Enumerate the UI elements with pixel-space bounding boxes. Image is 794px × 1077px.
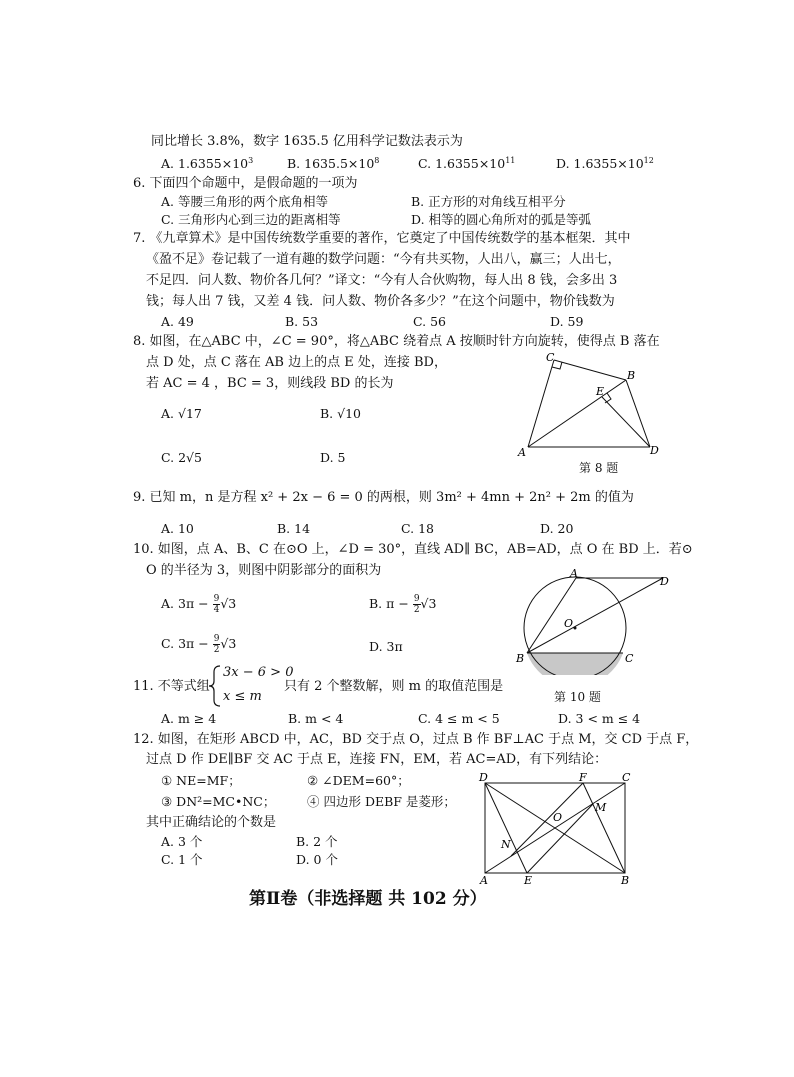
q7-line-3: 不足四．问人数、物价各几何？”译文：“今有人合伙购物，每人出 8 钱，会多出 3: [146, 273, 618, 288]
q11-option-c: C. 4 ≤ m < 5: [418, 711, 500, 726]
q12-conclusion-4: ④ 四边形 DEBF 是菱形；: [307, 794, 456, 809]
q5-option-c: C. $1.6355\times 10^{11}$: [418, 155, 516, 171]
q11-option-b: B. m < 4: [288, 711, 344, 726]
q8-line-3: 若 AC = 4 ，BC = 3，则线段 BD 的长为: [146, 376, 394, 391]
q8-line-2: 点 D 处，点 C 落在 AB 边上的点 E 处，连接 BD，: [146, 355, 447, 370]
shaded-segment: [527, 653, 623, 675]
q12-option-a: A. 3 个: [161, 834, 203, 849]
label-f: F: [579, 771, 587, 784]
q9-option-c: C. 18: [401, 521, 434, 536]
segment-bd: [527, 578, 663, 653]
label-d: D: [479, 771, 488, 784]
q12-line-1: 12. 如图，在矩形 ABCD 中，AC，BD 交于点 O，过点 B 作 BF⊥AC 于点 M，交 CD 于点 F，: [133, 732, 699, 747]
q11-option-d: D. 3 < m ≤ 4: [558, 711, 641, 726]
label-b: B: [627, 369, 636, 382]
label-d: D: [660, 575, 669, 588]
label-o: O: [553, 811, 563, 824]
q10-line-2: O 的半径为 3，则图中阴影部分的面积为: [146, 563, 382, 578]
q7-line-2: 《盈不足》卷记载了一道有趣的数学问题：“今有共买物，人出八，赢三；人出七，: [146, 252, 621, 267]
q12-figure: [475, 768, 640, 890]
label-e: E: [596, 385, 605, 398]
q6-option-c: C. 三角形内心到三边的距离相等: [161, 212, 341, 227]
q8-option-d: D. 5: [320, 450, 346, 465]
q12-question: 其中正确结论的个数是: [146, 815, 277, 830]
q10-option-a: A. 3π − $\frac{9}{4}$ √3: [161, 594, 237, 615]
q8-figure: [510, 350, 670, 464]
segment-ab: [528, 380, 626, 447]
q12-conclusion-3: ③ DN²=MC•NC；: [161, 794, 276, 809]
segment-ac: [528, 360, 554, 447]
q12-option-d: D. 0 个: [296, 852, 338, 867]
label-a: A: [518, 446, 526, 459]
q11-inequality-1: 3x − 6 > 0: [223, 665, 294, 680]
q10-caption: 第 10 题: [554, 690, 601, 704]
q12-option-c: C. 1 个: [161, 852, 203, 867]
q12-conclusion-2: ② ∠DEM=60°；: [307, 773, 410, 788]
q10-option-c: C. 3π − $\frac{9}{2}$ √3: [161, 634, 237, 655]
q8-caption: 第 8 题: [579, 461, 619, 475]
q11-prefix: 11. 不等式组: [133, 679, 210, 694]
q12-option-b: B. 2 个: [296, 834, 338, 849]
q8-option-c: C. 2√5: [161, 450, 202, 465]
q9-option-a: A. 10: [161, 521, 194, 536]
q10-line-1: 10. 如图，点 A、B、C 在⊙O 上，∠D = 30°，直线 AD∥ BC，AB=AD，点 O 在 BD 上．若⊙: [133, 542, 693, 557]
label-a: A: [480, 874, 488, 886]
q11-option-a: A. m ≥ 4: [161, 711, 217, 726]
label-c: C: [622, 771, 631, 784]
q7-option-d: D. 59: [550, 314, 584, 329]
section-title: 第Ⅱ卷（非选择题 共 102 分）: [249, 889, 487, 909]
q6-option-b: B. 正方形的对角线互相平分: [411, 194, 566, 209]
segment-bd: [626, 380, 650, 447]
q11-suffix: 只有 2 个整数解，则 m 的取值范围是: [284, 679, 504, 694]
q6-option-a: A. 等腰三角形的两个底角相等: [161, 194, 328, 209]
q9-option-b: B. 14: [277, 521, 311, 536]
label-e: E: [524, 874, 533, 886]
q5-option-d: D. $1.6355\times 10^{12}$: [556, 155, 654, 171]
label-n: N: [501, 838, 511, 851]
q6-stem: 6. 下面四个命题中，是假命题的一项为: [133, 176, 358, 191]
brace-icon: [208, 665, 222, 711]
segment-fn: [511, 783, 583, 856]
q7-option-c: C. 56: [413, 314, 446, 329]
label-b: B: [516, 652, 525, 665]
q9-option-d: D. 20: [540, 521, 574, 536]
q7-line-4: 钱；每人出 7 钱，又差 4 钱．问人数、物价各多少？”在这个问题中，物价钱数为: [146, 294, 615, 309]
label-o: O: [564, 617, 574, 630]
q7-line-1: 7. 《九章算术》是中国传统数学重要的著作，它奠定了中国传统数学的基本框架．其中: [133, 231, 631, 246]
segment-ed: [602, 397, 650, 447]
q8-option-a: A. √17: [161, 406, 202, 421]
q5-option-a: A. $1.6355\times 10^3$: [161, 155, 254, 171]
q7-option-b: B. 53: [285, 314, 319, 329]
q5-option-b: B. $1635.5\times 10^8$: [287, 155, 380, 171]
q10-option-d: D. 3π: [369, 639, 403, 654]
q11-inequality-2: x ≤ m: [223, 689, 262, 704]
q5-stem: 同比增长 3.8%，数字 1635.5 亿用科学记数法表示为: [151, 134, 463, 149]
q9-stem: 9. 已知 m，n 是方程 x² + 2x − 6 = 0 的两根，则 3m² + 4mn + 2n² + 2m 的值为: [133, 490, 634, 505]
q12-line-2: 过点 D 作 DE∥BF 交 AC 于点 E，连接 FN，EM，若 AC=AD，有下列结论：: [146, 752, 608, 767]
label-m: M: [595, 801, 607, 814]
label-a: A: [570, 567, 578, 580]
label-c: C: [625, 652, 634, 665]
q7-option-a: A. 49: [161, 314, 194, 329]
label-d: D: [650, 444, 659, 457]
q6-option-d: D. 相等的圆心角所对的弧是等弧: [411, 212, 592, 227]
segment-ab: [527, 578, 576, 653]
q8-option-b: B. √10: [320, 406, 362, 421]
label-c: C: [546, 351, 555, 364]
q10-figure: [510, 565, 675, 679]
q12-conclusion-1: ① NE=MF；: [161, 773, 241, 788]
segment-cb: [554, 360, 626, 380]
q8-line-1: 8. 如图，在△ABC 中，∠C = 90°，将△ABC 绕着点 A 按顺时针方向旋转，使得点 B 落在: [133, 334, 660, 349]
q10-option-b: B. π − $\frac{9}{2}$ √3: [369, 594, 437, 615]
label-b: B: [621, 874, 630, 886]
